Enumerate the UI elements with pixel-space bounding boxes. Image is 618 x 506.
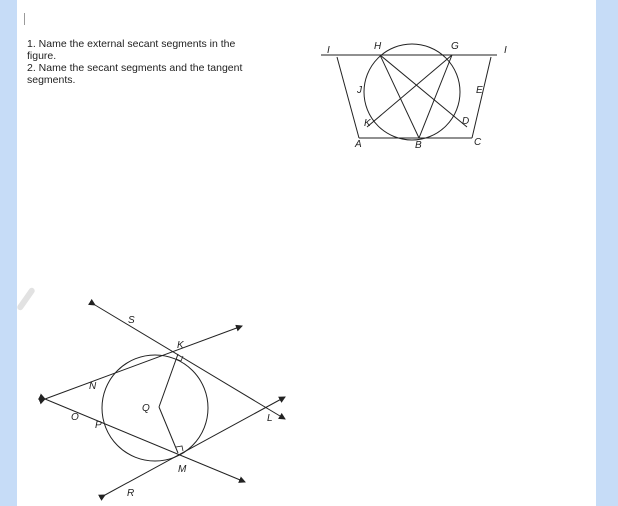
segment-q-m: [159, 407, 178, 453]
line-i-a: [337, 57, 359, 138]
label-p: P: [95, 420, 102, 431]
label-i-left: I: [327, 45, 330, 56]
line-o-k: [45, 326, 242, 399]
question-1: 1. Name the external secant segments in the figure.: [27, 38, 236, 62]
label-h: H: [374, 41, 382, 52]
line-h-d: [380, 55, 470, 127]
question-list: [27, 38, 267, 86]
line-i-c: [472, 57, 491, 138]
label-k: K: [364, 118, 371, 129]
label-i-right: I: [504, 45, 507, 56]
label-o: O: [71, 412, 79, 423]
text-cursor-mark: [24, 13, 25, 25]
line-g-k: [367, 55, 452, 127]
label-b: B: [415, 140, 422, 151]
label-r: R: [127, 488, 135, 499]
label-g: G: [451, 41, 459, 52]
label-d: D: [462, 116, 470, 127]
label-k2: K: [177, 340, 184, 351]
label-j: J: [357, 85, 362, 96]
figure-2-diagram: [27, 295, 297, 506]
line-s-l: [95, 305, 285, 419]
label-s: S: [128, 315, 135, 326]
label-e: E: [476, 85, 483, 96]
line-r-l: [105, 397, 285, 495]
question-2: 2. Name the secant segments and the tangent segments.: [27, 62, 243, 86]
line-h-b: [380, 55, 419, 138]
label-a: A: [355, 139, 362, 150]
figure-1-circle: [364, 44, 460, 140]
label-c: C: [474, 137, 482, 148]
worksheet-page: [17, 0, 596, 506]
label-l: L: [267, 413, 273, 424]
label-m: M: [178, 464, 187, 475]
line-g-b: [419, 55, 452, 138]
segment-q-k: [159, 354, 178, 407]
label-n: N: [89, 381, 97, 392]
label-q: Q: [142, 403, 150, 414]
figure-1-diagram: [307, 35, 507, 160]
